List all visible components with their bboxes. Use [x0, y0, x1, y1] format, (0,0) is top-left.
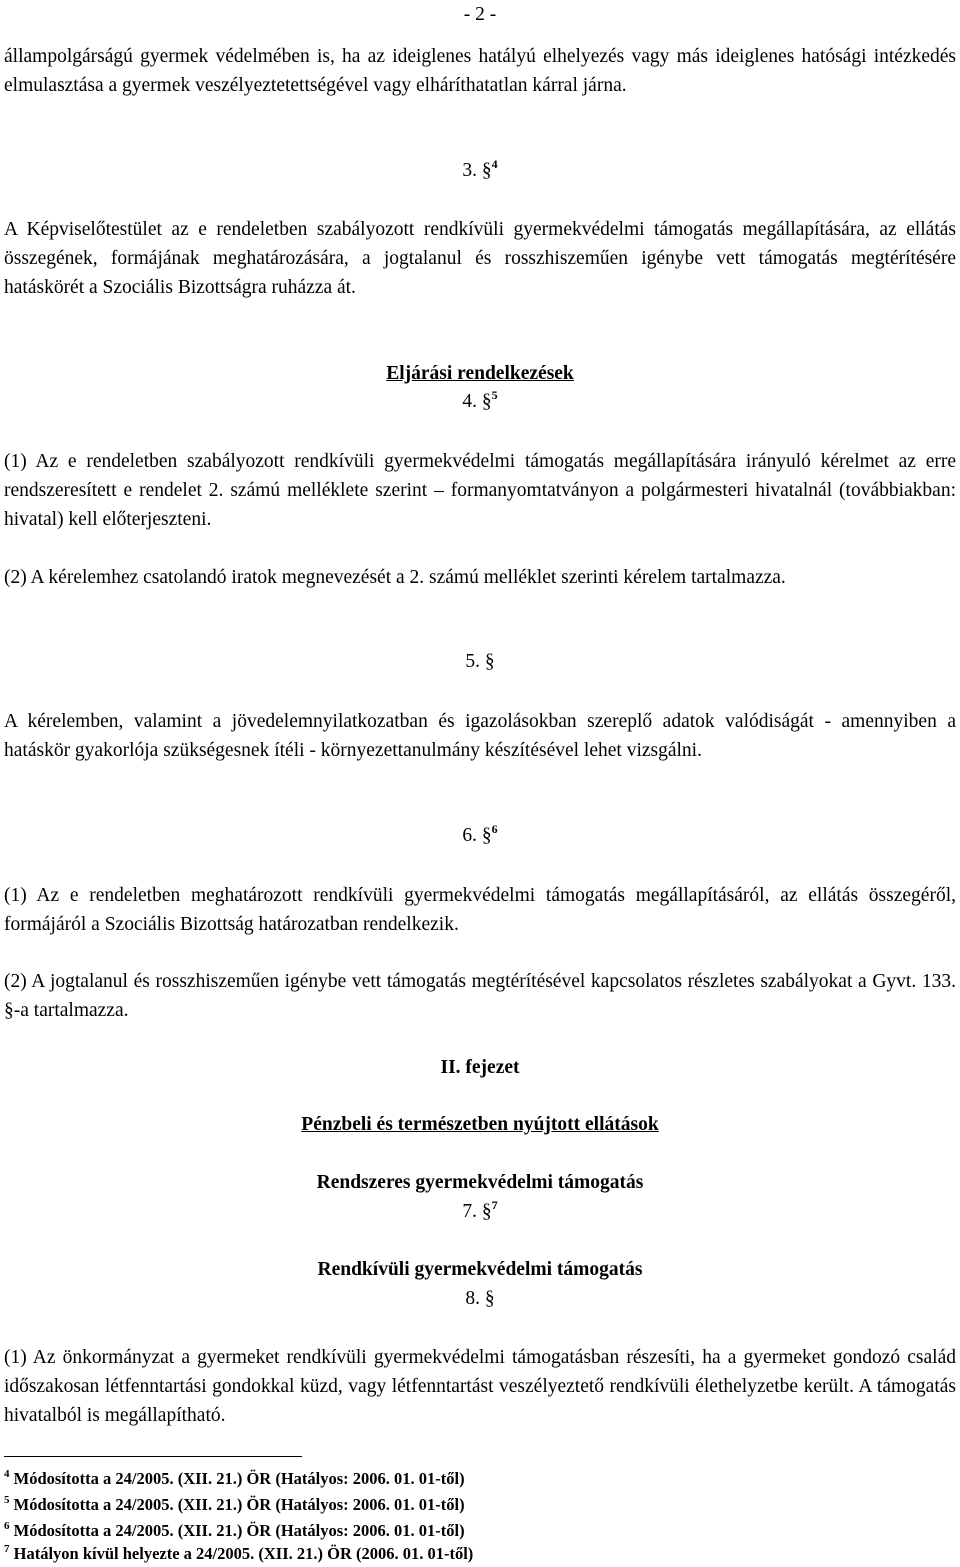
- section-7-number: 7. §: [462, 1201, 492, 1222]
- footnote-ref-5: 5: [491, 388, 498, 402]
- paragraph-section-8-1: (1) Az önkormányzat a gyermeket rendkívüli gyermekvédelmi támogatásban részesíti, ha a gyermeket gondozó család időszakosan létfenntartási gondokkal küzd, vagy létfenntartást veszélyeztető rendkívüli élethelyzetbe került. A támogatás hivatalból is megállapítható.: [4, 1347, 956, 1426]
- section-8-heading: 8. §: [465, 1288, 495, 1309]
- paragraph-section-4-1: (1) Az e rendeletben szabályozott rendkívüli gyermekvédelmi támogatás megállapítására irányuló kérelmet az erre rendszeresített e rendelet 2. számú melléklete szerint – formanyomtatványon a polgármesteri hivatalnál (továbbiakban: hivatal) kell előterjeszteni.: [4, 451, 956, 530]
- paragraph-section-6-1: (1) Az e rendeletben meghatározott rendkívüli gyermekvédelmi támogatás megállapításáról, az ellátás összegéről, formájáról a Szociális Bizottság határozatban rendelkezik.: [4, 885, 956, 935]
- footnote-ref-4: 4: [491, 157, 498, 171]
- footnote-number: 4: [4, 1468, 10, 1480]
- paragraph-section-6-2: (2) A jogtalanul és rosszhiszeműen igénybe vett támogatás megtérítésével kapcsolatos részletes szabályokat a Gyvt. 133. §-a tartalmazza.: [4, 971, 956, 1021]
- footnote-5: [4, 1492, 465, 1518]
- section-6-heading: [0, 823, 960, 849]
- heading-rendkivuli-tamogatas: Rendkívüli gyermekvédelmi támogatás: [317, 1259, 643, 1280]
- section-4-number: 4. §: [462, 391, 492, 412]
- section-3-number: 3. §: [462, 160, 492, 181]
- section-3-heading: [0, 158, 960, 184]
- paragraph-section-4-2: (2) A kérelemhez csatolandó iratok megnevezését a 2. számú melléklet szerinti kérelem tartalmazza.: [4, 567, 786, 588]
- section-4-heading: [0, 389, 960, 415]
- paragraph-section-3: A Képviselőtestület az e rendeletben szabályozott rendkívüli gyermekvédelmi támogatás megállapítására, az ellátás összegének, formájának meghatározására, a jogtalanul és rosszhiszeműen igénybe vett támogatás megtérítésére hatáskörét a Szociális Bizottságra ruházza át.: [4, 219, 956, 298]
- footnote-text: Módosította a 24/2005. (XII. 21.) ÖR (Hatályos: 2006. 01. 01-től): [13, 1495, 465, 1514]
- page-number: - 2 -: [463, 4, 497, 25]
- section-5-heading: 5. §: [465, 651, 495, 672]
- footnote-ref-7: 7: [491, 1198, 498, 1212]
- footnote-number: 6: [4, 1520, 10, 1532]
- heading-penzbeli-ellatasok: Pénzbeli és természetben nyújtott ellátások: [301, 1114, 659, 1135]
- footnote-4: [4, 1466, 465, 1492]
- heading-rendszeres-tamogatas: Rendszeres gyermekvédelmi támogatás: [316, 1172, 644, 1193]
- footnote-text: Hatályon kívül helyezte a 24/2005. (XII. 21.) ÖR (2006. 01. 01-től): [13, 1544, 474, 1563]
- footnote-7: [4, 1541, 473, 1567]
- paragraph-intro: állampolgárságú gyermek védelmében is, ha az ideiglenes hatályú elhelyezés vagy más ideiglenes hatósági intézkedés elmulasztása a gyermek veszélyeztetettségével vagy elháríthatatlan kárral járna.: [4, 46, 956, 96]
- footnote-separator: [4, 1456, 302, 1457]
- footnote-ref-6: 6: [491, 822, 498, 836]
- footnote-text: Módosította a 24/2005. (XII. 21.) ÖR (Hatályos: 2006. 01. 01-től): [13, 1521, 465, 1540]
- heading-eljarasi-rendelkezesek: Eljárási rendelkezések: [386, 363, 574, 384]
- footnote-text: Módosította a 24/2005. (XII. 21.) ÖR (Hatályos: 2006. 01. 01-től): [13, 1469, 465, 1488]
- footnote-number: 7: [4, 1543, 10, 1555]
- footnote-number: 5: [4, 1494, 10, 1506]
- section-6-number: 6. §: [462, 825, 492, 846]
- section-7-heading: [0, 1199, 960, 1225]
- paragraph-section-5: A kérelemben, valamint a jövedelemnyilatkozatban és igazolásokban szereplő adatok valódiságát - amennyiben a hatáskör gyakorlója szükségesnek ítéli - környezettanulmány készítésével lehet vizsgálni.: [4, 711, 956, 761]
- chapter-heading: II. fejezet: [440, 1057, 520, 1078]
